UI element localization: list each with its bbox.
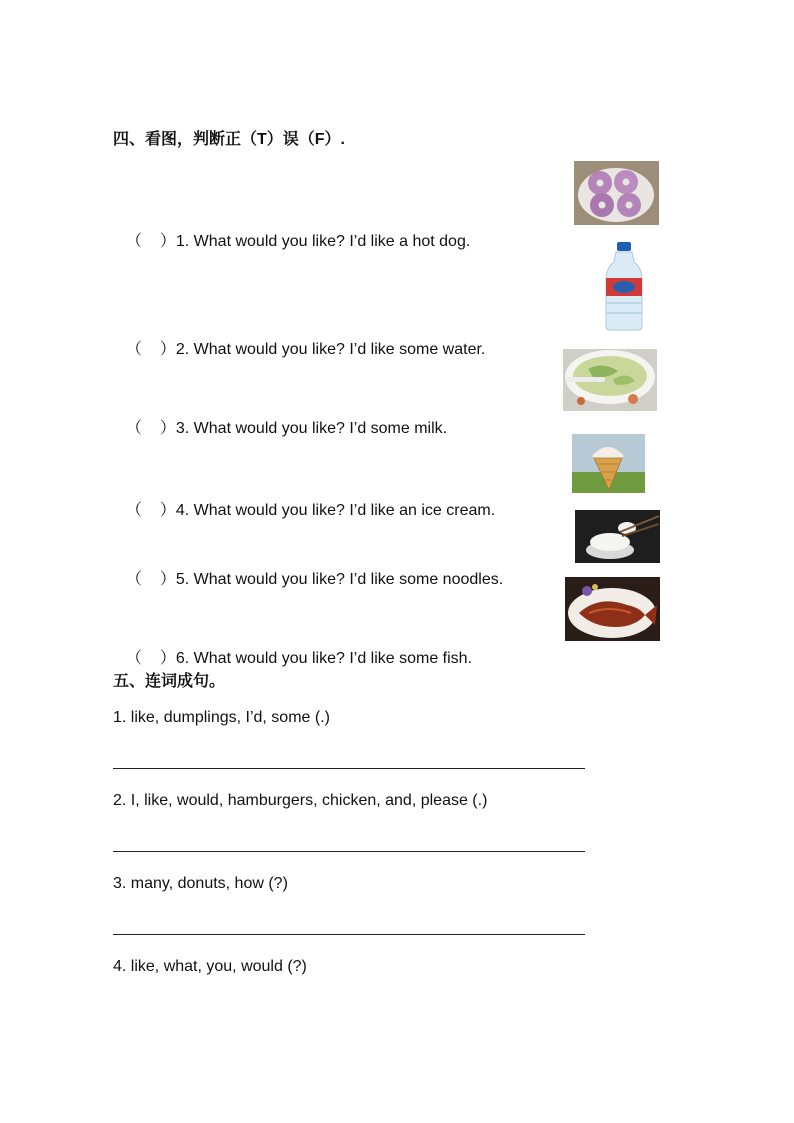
answer-blank-2[interactable]: （ ） <box>125 341 176 358</box>
judge-item-6-text: 6. What would you like? I’d like some fish. <box>175 650 473 667</box>
judge-item-3-text: 3. What would you like? I’d some milk. <box>175 420 448 437</box>
answer-line-1[interactable] <box>113 768 585 769</box>
judge-item-2-text: 2. What would you like? I’d like some water. <box>175 341 486 358</box>
answer-blank-5[interactable]: （ ） <box>125 571 176 588</box>
reorder-item-4: 4. like, what, you, would (?) <box>113 958 307 975</box>
answer-blank-3[interactable]: （ ） <box>125 420 176 437</box>
fish-plate-image <box>565 577 660 641</box>
judge-item-1-text: 1. What would you like? I’d like a hot dog. <box>175 233 471 250</box>
judge-item-5 <box>117 548 503 589</box>
soup-bowl-image <box>563 349 657 411</box>
judge-item-2 <box>117 318 485 359</box>
judge-item-3 <box>117 397 447 438</box>
answer-blank-4[interactable]: （ ） <box>125 502 176 519</box>
judge-item-6 <box>117 627 472 668</box>
judge-item-4 <box>117 479 495 520</box>
judge-item-1 <box>117 210 470 251</box>
rice-bowl-image <box>575 510 660 563</box>
reorder-item-3: 3. many, donuts, how (?) <box>113 875 288 892</box>
reorder-item-1: 1. like, dumplings, I’d, some (.) <box>113 709 330 726</box>
section-5-title: 五、连词成句。 <box>113 673 226 690</box>
ice-cream-cone-image <box>572 434 645 493</box>
water-bottle-image <box>600 240 648 332</box>
judge-item-5-text: 5. What would you like? I’d like some noodles. <box>175 571 504 588</box>
answer-blank-6[interactable]: （ ） <box>125 650 176 667</box>
answer-blank-1[interactable]: （ ） <box>125 233 176 250</box>
donuts-plate-image <box>574 161 659 225</box>
answer-line-3[interactable] <box>113 934 585 935</box>
judge-item-4-text: 4. What would you like? I’d like an ice cream. <box>175 502 496 519</box>
section-4-title: 四、看图，判断正（T）误（F）. <box>113 131 345 148</box>
answer-line-2[interactable] <box>113 851 585 852</box>
reorder-item-2: 2. I, like, would, hamburgers, chicken, and, please (.) <box>113 792 488 809</box>
